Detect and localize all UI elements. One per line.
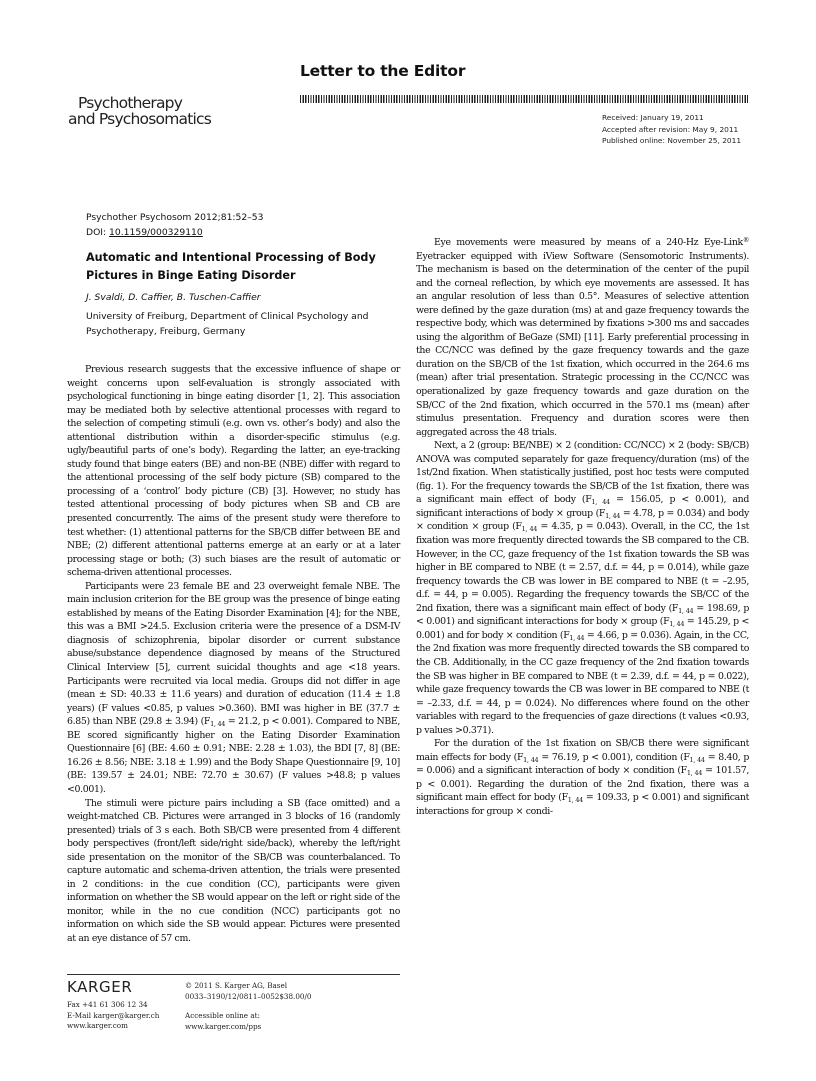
subscript: 1, 44	[605, 511, 621, 520]
citation-block	[86, 210, 264, 240]
subscript: 1, 44	[567, 796, 583, 805]
text-run: = 156.05, p < 0.001), and significant interactions of body × group (F	[416, 494, 749, 519]
text-run: Eye movements were measured by means of a 240-Hz Eye-Link	[434, 237, 743, 248]
text-run: = 8.40, p = 0.006) and a significant interaction of body × condition (F	[416, 751, 749, 777]
copyright-block	[185, 981, 312, 1002]
text-run: Participants were 23 female BE and 23 overweight female NBE. The main inclusion criterion for the BE group was the presence of binge eating established by means of the Eating Disorder Examination [4]; for the NBE, this was a BMI >24.5. Exclusion criteria were the presence of a DSM-IV diagnosis of schizophrenia, bipolar disorder or current substance abuse/substance dependence diagnosed by means of the Structured Clinical Interview [5], current suicidal thoughts and age <18 years. Participants were recruited via local media. Groups did not differ in age (mean ± SD: 40.33 ± 11.6 years) and duration of education (11.4 ± 1.8 years) (F values <0.85, p values >0.360). BMI was higher in BE (37.7 ± 6.85) than NBE (29.8 ± 3.94) (F	[67, 580, 400, 728]
paragraph-anova	[416, 439, 749, 737]
body-column-left	[67, 363, 400, 946]
doi-link[interactable]: 10.1159/000329110	[109, 227, 203, 238]
subscript: 1, 44	[591, 498, 610, 507]
text-run: = 76.19, p < 0.001), condition (F	[538, 751, 690, 763]
subscript: 1, 44	[689, 755, 705, 764]
text-run: Next, a 2 (group: BE/NBE) × 2 (condition: CC/NCC) × 2 (body: SB/CB) ANOVA was computed separately for gaze frequency/duration (ms) of the 1st/2nd fixation. When statistically justified, post hoc tests were computed (fig. 1). For the frequency towards the SB/CB of the 1st fixation, there was a significant main effect of body (F	[416, 440, 749, 506]
received-date: Received: January 19, 2011	[602, 113, 704, 122]
text-run: = 198.69, p < 0.001) and significant interactions for body × group (F	[416, 602, 749, 628]
doi-label: DOI:	[86, 227, 110, 238]
email-link[interactable]: E-Mail karger@karger.ch	[67, 1010, 160, 1020]
journal-name-line2: and Psychosomatics	[68, 110, 211, 128]
text-run: = 145.29, p < 0.001) and for body × condition (F	[416, 616, 750, 641]
paragraph-eye-movements	[416, 236, 749, 439]
article-title: Automatic and Intentional Processing of Body Pictures in Binge Eating Disorder	[86, 251, 376, 282]
citation: Psychother Psychosom 2012;81:52–53	[86, 212, 264, 223]
registered-mark: ®	[742, 236, 749, 244]
publisher-logo: KARGER	[67, 978, 133, 996]
footer-rule	[67, 974, 400, 975]
paragraph-intro: Previous research suggests that the excessive influence of shape or weight concerns upon self-evaluation is strongly associated with psychological functioning in binge eating disorder [1, 2]. This association may be mediated both by selective attentional processes with regard to the selection of competing stimuli (e.g. own vs. other’s body) and also the attentional distribution within a disorder-specific stimulus (e.g. ugly/beautiful parts of one’s body). Regarding the latter, an eye-tracking study found that binge eaters (BE) and non-BE (NBE) differ with regard to the attentional processing of the self body picture (SB) compared to the processing of a ‘control’ body picture (CB) [3]. However, no study has tested attentional processing of body pictures when SB and CB are presented concurrently. The aims of the present study were therefore to test whether: (1) attentional patterns for the SB/CB differ between BE and NBE; (2) different attentional patterns emerge at an early or at a later processing stage or both; (3) such biases are the result of automatic or schema-driven attentional processes.	[67, 364, 400, 579]
subscript: 1, 44	[210, 720, 226, 729]
subscript: 1, 44	[686, 769, 703, 778]
issn: 0033–3190/12/0811–0052$38.00/0	[185, 991, 312, 1001]
access-label: Accessible online at:	[185, 1011, 260, 1020]
text-run: = 4.78, p = 0.034) and body × condition × group (F	[416, 507, 750, 533]
paragraph-duration	[416, 737, 749, 818]
doi-line	[86, 225, 264, 240]
text-run: = 109.33, p < 0.001) and significant interactions for group × condi-	[416, 792, 749, 817]
text-run: = 101.57, p < 0.001). Regarding the duration of the 2nd fixation, there was a significant main effect for body (F	[416, 765, 749, 804]
published-date: Published online: November 25, 2011	[602, 136, 742, 145]
affiliation: University of Freiburg, Department of Clinical Psychology and Psychotherapy, Freiburg, Germany	[86, 311, 369, 337]
journal-name-line1: Psychotherapy	[78, 94, 183, 112]
subscript: 1, 44	[669, 620, 685, 629]
paragraph-stimuli: The stimuli were picture pairs including a SB (face omitted) and a weight-matched CB. Pictures were arranged in 3 blocks of 16 (randomly presented) trials of 3 s each. Both SB/CB were presented from 4 different body perspectives (front/left side/right side/back), whereby the left/right side presentation on the monitor of the SB/CB was counterbalanced. To capture automatic and schema-driven attention, the trials were presented in 2 conditions: in the cue condition (CC), participants were given information on whether the SB would appear on the left or right side of the monitor, while in the no cue condition (NCC) participants got no information on which side the SB would appear. Pictures were presented at an eye distance of 57 cm.	[67, 797, 400, 944]
publisher-contact	[67, 1000, 159, 1032]
paragraph-participants	[67, 580, 400, 797]
subscript: 1, 44	[678, 606, 694, 615]
publication-dates	[602, 112, 741, 147]
text-run: = 21.2, p < 0.001). Compared to NBE, BE scored significantly higher on the Eating Disorder Examination Questionnaire [6] (BE: 4.60 ± 0.91; NBE: 2.28 ± 1.03), the BDI [7, 8] (BE: 16.26 ± 8.56; NBE: 3.18 ± 1.99) and the Body Shape Questionnaire [9, 10] (BE: 139.57 ± 24.01; NBE: 72.70 ± 30.67) (F values >48.8; p values <0.001).	[67, 716, 401, 795]
copyright: © 2011 S. Karger AG, Basel	[185, 981, 288, 990]
access-block	[185, 1011, 261, 1032]
accepted-date: Accepted after revision: May 9, 2011	[602, 124, 739, 134]
access-url-link[interactable]: www.karger.com/pps	[185, 1021, 262, 1031]
subscript: 1, 44	[521, 525, 538, 534]
journal-name[interactable]	[68, 95, 211, 127]
subscript: 1, 44	[523, 755, 539, 764]
body-column-right	[416, 236, 749, 819]
authors: J. Svaldi, D. Caffier, B. Tuschen-Caffier	[86, 292, 261, 303]
text-run: = 4.66, p = 0.036). Again, in the CC, the 2nd fixation was more frequently directed towards the SB compared to the CB. Additionally, in the CC gaze frequency of the 2nd fixation towards the SB was higher in BE compared to NBE (t = 2.39, d.f. = 44, p = 0.022), while gaze frequency towards the CB was lower in BE compared to NBE (t = –2.33, d.f. = 44, p = 0.024). No differences where found on the other variables with regard to the frequencies of gaze directions (t values <0.93, p values >0.371).	[416, 629, 749, 736]
website-link[interactable]: www.karger.com	[67, 1021, 128, 1030]
subscript: 1, 44	[569, 633, 585, 642]
fax: Fax +41 61 306 12 34	[67, 1000, 148, 1009]
text-run: Eyetracker equipped with iView Software (Sensomotoric Instruments). The mechanism is based on the determination of the center of the pupil and the corneal reflection, by which eye movements are assessed. It has an angular resolution of less than 0.5°. Measures of selective attention were defined by the gaze duration (ms) at and gaze frequency towards the respective body, which was determined by fixations >300 ms and saccades using the algorithm of BeGaze (SMI) [11]. Early preferential processing in the CC/NCC was defined by the gaze frequency towards and the gaze duration on the SB/CB of the 1st fixation, which occurred in the 264.6 ms (mean) after trial presentation. Strategic processing in the CC/NCC was operationalized by gaze frequency towards and gaze duration on the SB/CC of the 2nd fixation, which occurred in the 570.1 ms (mean) after stimulus presentation. Frequency and duration scores were then aggregated across the 48 trials.	[416, 250, 749, 438]
section-label: Letter to the Editor	[300, 62, 466, 80]
text-run: = 4.35, p = 0.043). Overall, in the CC, the 1st fixation was more frequently directed towards the SB compared to the CB. However, in the CC, gaze frequency of the 1st fixation towards the SB was higher in BE compared to NBE (t = 2.57, d.f. = 44, p = 0.014), while gaze frequency towards the CB was lower in BE compared to NBE (t = –2.95, d.f. = 44, p = 0.005). Regarding the frequency towards the SB/CC of the 2nd fixation, there was a significant main effect of body (F	[416, 521, 749, 614]
header-rule	[300, 95, 748, 103]
text-run: For the duration of the 1st fixation on SB/CB there were significant main effects for body (F	[416, 738, 749, 763]
